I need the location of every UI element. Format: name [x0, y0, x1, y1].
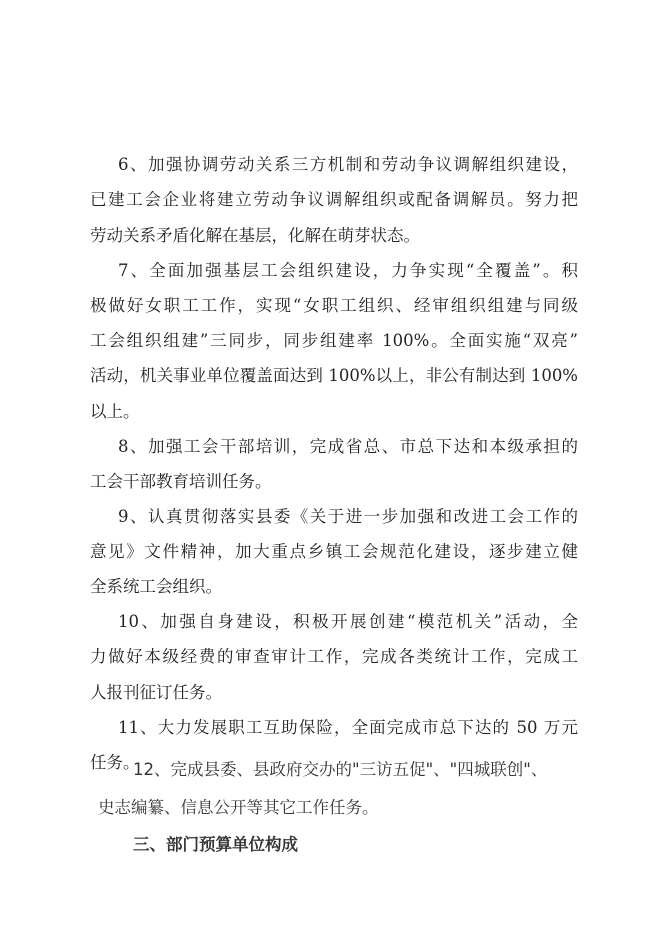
paragraph-7-line-4: 活动，机关事业单位覆盖面达到 100%以上，非公有制达到 100% — [90, 366, 578, 385]
paragraph-6-line-3: 劳动关系矛盾化解在基层，化解在萌芽状态。 — [90, 226, 420, 245]
paragraph-10-line-3: 人报刊征订任务。 — [90, 683, 222, 702]
paragraph-8-line-1: 8、加强工会干部培训，完成省总、市总下达和本级承担的 — [118, 437, 578, 456]
paragraph-9-line-2: 意见》文件精神，加大重点乡镇工会规范化建设，逐步建立健 — [90, 542, 578, 561]
section-heading: 三、部门预算单位构成 — [133, 835, 298, 854]
paragraph-9-line-1: 9、认真贯彻落实县委《关于进一步加强和改进工会工作的 — [118, 507, 578, 526]
paragraph-8-line-2: 工会干部教育培训任务。 — [90, 472, 272, 491]
paragraph-10-line-2: 力做好本级经费的审查审计工作，完成各类统计工作，完成工 — [90, 647, 578, 666]
paragraph-11-line-2: 任务。 — [90, 753, 140, 772]
paragraph-9-line-3: 全系统工会组织。 — [90, 577, 222, 596]
paragraph-7-line-1: 7、全面加强基层工会组织建设，力争实现“全覆盖”。积 — [118, 261, 578, 280]
paragraph-6-line-1: 6、加强协调劳动关系三方机制和劳动争议调解组织建设， — [118, 155, 578, 174]
paragraph-10-line-1: 10、加强自身建设，积极开展创建“模范机关”活动，全 — [118, 612, 578, 631]
paragraph-11-line-1: 11、大力发展职工互助保险，全面完成市总下达的 50 万元 — [118, 718, 578, 737]
paragraph-12-line-1: 12、完成县委、县政府交办的"三访五促"、"四城联创"、 — [133, 760, 548, 779]
paragraph-7-line-3: 工会组织组建”三同步，同步组建率 100%。全面实施“双亮” — [90, 331, 578, 350]
paragraph-7-line-2: 极做好女职工工作，实现“女职工组织、经审组织组建与同级 — [90, 296, 578, 315]
paragraph-6-line-2: 已建工会企业将建立劳动争议调解组织或配备调解员。努力把 — [90, 190, 578, 209]
paragraph-7-line-5: 以上。 — [90, 402, 140, 421]
paragraph-12-line-2: 史志编纂、信息公开等其它工作任务。 — [98, 798, 379, 817]
